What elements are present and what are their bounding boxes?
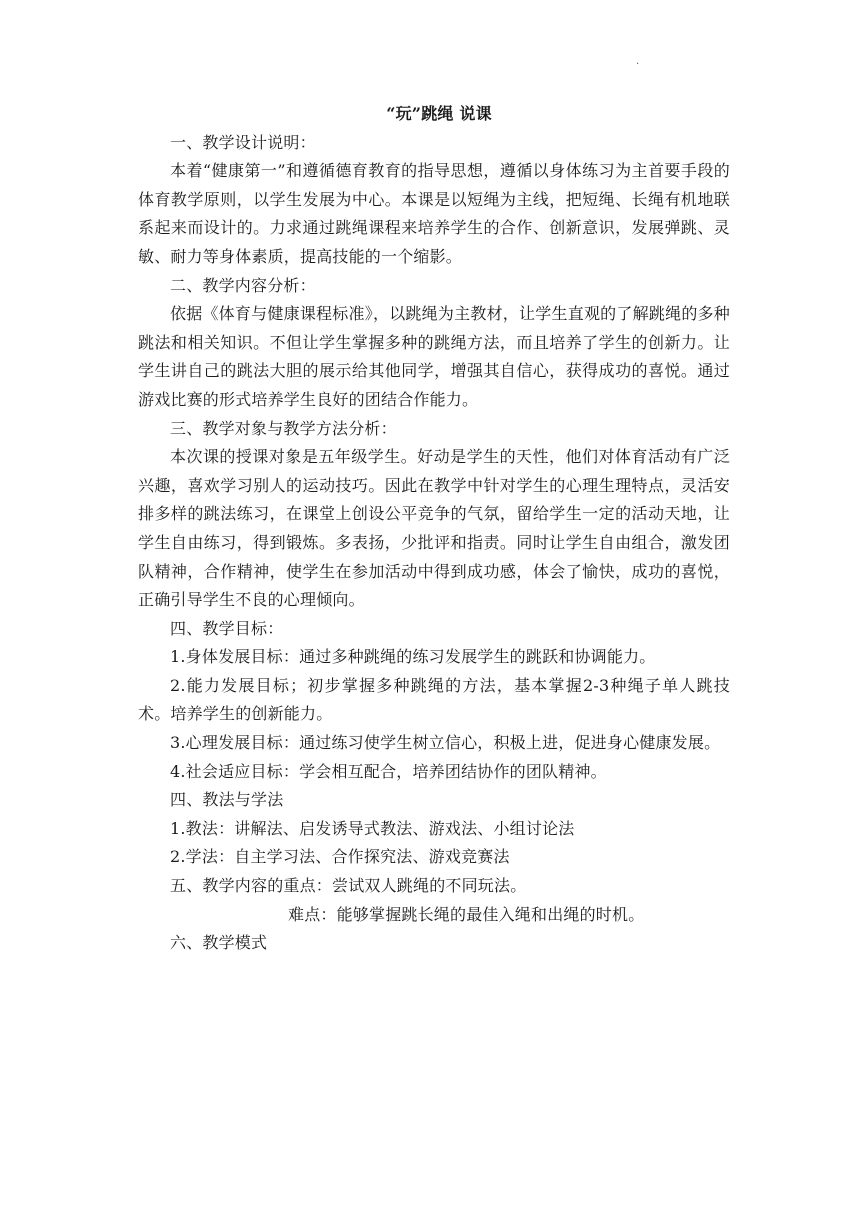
section-heading-mode: 六、教学模式 bbox=[170, 933, 268, 953]
goal-item-psychological: 3.心理发展目标：通过练习使学生树立信心，积极上进，促进身心健康发展。 bbox=[170, 733, 721, 753]
document-title: “玩”跳绳 说课 bbox=[386, 104, 492, 123]
method-item-teaching: 1.教法：讲解法、启发诱导式教法、游戏法、小组讨论法 bbox=[170, 818, 575, 838]
section-heading-design: 一、教学设计说明： bbox=[170, 132, 316, 152]
section-heading-goals: 四、教学目标： bbox=[170, 618, 284, 638]
section-heading-methods: 四、教法与学法 bbox=[170, 790, 284, 810]
goal-item-ability: 2.能力发展目标；初步掌握多种跳绳的方法，基本掌握2-3种绳子单人跳技术。培养学生的创新能力。 bbox=[138, 675, 730, 724]
method-item-learning: 2.学法：自主学习法、合作探究法、游戏竞赛法 bbox=[170, 847, 510, 867]
header-mark: . bbox=[636, 56, 640, 67]
section-heading-audience: 三、教学对象与教学方法分析： bbox=[170, 418, 397, 438]
paragraph-content: 依据《体育与健康课程标准》，以跳绳为主教材，让学生直观的了解跳绳的多种跳法和相关知识。不但让学生掌握多种的跳绳方法，而且培养了学生的创新力。让学生讲自己的跳法大胆的展示给其他同学，增强其自信心，获得成功的喜悦。通过游戏比赛的形式培养学生良好的团结合作能力。 bbox=[138, 304, 730, 409]
section-heading-content: 二、教学内容分析： bbox=[170, 275, 316, 295]
section-heading-keypoints: 五、教学内容的重点：尝试双人跳绳的不同玩法。 bbox=[170, 876, 527, 896]
document-body bbox=[138, 100, 730, 958]
goal-item-physical: 1.身体发展目标：通过多种跳绳的练习发展学生的跳跃和协调能力。 bbox=[170, 647, 656, 667]
paragraph-design: 本着“健康第一”和遵循德育教育的指导思想，遵循以身体练习为主首要手段的体育教学原则，以学生发展为中心。本课是以短绳为主线，把短绳、长绳有机地联系起来而设计的。力求通过跳绳课程来培养学生的合作、创新意识，发展弹跳、灵敏、耐力等身体素质，提高技能的一个缩影。 bbox=[138, 161, 730, 266]
goal-item-social: 4.社会适应目标：学会相互配合，培养团结协作的团队精神。 bbox=[170, 761, 607, 781]
paragraph-audience: 本次课的授课对象是五年级学生。好动是学生的天性，他们对体育活动有广泛兴趣，喜欢学习别人的运动技巧。因此在教学中针对学生的心理生理特点，灵活安排多样的跳法练习，在课堂上创设公平竞争的气氛，留给学生一定的活动天地，让学生自由练习，得到锻炼。多表扬，少批评和指责。同时让学生自由组合，激发团队精神，合作精神，使学生在参加活动中得到成功感，体会了愉快，成功的喜悦，正确引导学生不良的心理倾向。 bbox=[138, 447, 730, 610]
difficulty-line: 难点：能够掌握跳长绳的最佳入绳和出绳的时机。 bbox=[288, 904, 645, 924]
